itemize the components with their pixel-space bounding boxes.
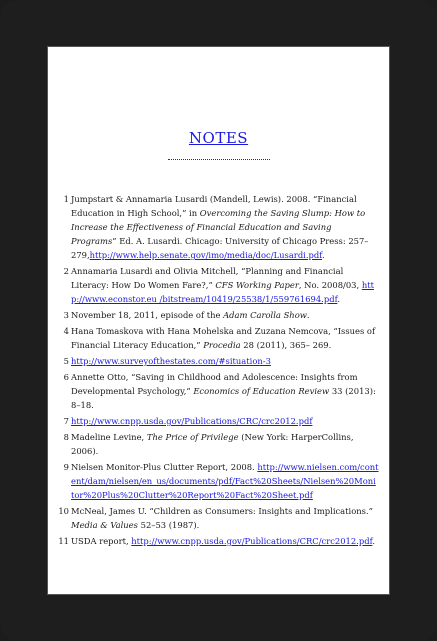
note-item (56, 414, 379, 428)
note-text: November 18, 2011, episode of the (71, 310, 224, 320)
note-text: Madeline Levine, (71, 432, 147, 442)
note-link[interactable]: http://www.cnpp.usda.gov/Publications/CRC/crc2012.pdf (71, 416, 313, 426)
note-text: ” Ed. A. Lusardi. Chicago: University of Chicago Press: 257–279, (71, 236, 369, 260)
note-item (56, 460, 379, 502)
note-link[interactable]: http://www.nielsen.com/content/dam/nielsen/en_us/documents/pdf/Fact%20Sheets/Nielsen%20Monitor%20Plus%20Clutter%20Report%20Fact%20Sheet.pdf (71, 462, 379, 500)
note-italic-title: Overcoming the Saving Slump: How to Increase the Effectiveness of Financial Education and Saving Programs (71, 208, 366, 246)
note-number: 2 (63, 266, 69, 276)
note-item (56, 534, 379, 548)
book-page[interactable] (47, 46, 390, 595)
note-number: 11 (58, 536, 69, 546)
note-number: 8 (63, 432, 69, 442)
note-item (56, 504, 379, 532)
note-number: 6 (63, 372, 69, 382)
note-number: 10 (58, 506, 69, 516)
note-text: . (306, 310, 310, 320)
note-text: McNeal, James U. “Children as Consumers: Insights and Implications.” (71, 506, 373, 516)
note-link[interactable]: http://www.cnpp.usda.gov/Publications/CRC/crc2012.pdf (131, 536, 373, 546)
note-item (56, 192, 379, 262)
note-italic-title: Media & Values (71, 520, 138, 530)
note-text: Nielsen Monitor-Plus Clutter Report, 2008. (71, 462, 258, 472)
note-text: Annamaria Lusardi and Olivia Mitchell, “Planning and Financial Literacy: How Do Women Fare?,” (71, 266, 344, 290)
note-number: 4 (63, 326, 69, 336)
note-text: 28 (2011), 365– 269. (240, 340, 332, 350)
note-text: 52–53 (1987). (137, 520, 200, 530)
note-text: , No. 2008/03, (298, 280, 362, 290)
note-link[interactable]: http://www.econstor.eu /bitstream/10419/25538/1/559761694.pdf (71, 280, 374, 304)
note-number: 5 (63, 356, 69, 366)
notes-list (56, 192, 379, 550)
note-item (56, 264, 379, 306)
note-item (56, 324, 379, 352)
note-text: Jumpstart & Annamaria Lusardi (Mandell, Lewis). 2008. “Financial Education in High School,” in (71, 194, 357, 218)
title-divider (168, 159, 270, 160)
note-number: 7 (63, 416, 69, 426)
note-number: 9 (63, 462, 69, 472)
note-italic-title: The Price of Privilege (146, 432, 239, 442)
note-text: (New York: HarperCollins, 2006). (71, 432, 354, 456)
note-italic-title: Economics of Education Review (193, 386, 330, 396)
note-italic-title: Adam Carolla Show (223, 310, 307, 320)
note-text: Hana Tomaskova with Hana Mohelska and Zuzana Nemcova, “Issues of Financial Literacy Education,” (71, 326, 376, 350)
page-title[interactable]: NOTES (188, 129, 249, 147)
note-italic-title: CFS Working Paper (215, 280, 299, 290)
note-text: 33 (2013): 8–18. (71, 386, 376, 410)
note-item (56, 430, 379, 458)
note-text: . (372, 536, 376, 546)
note-number: 1 (63, 194, 69, 204)
note-text: USDA report, (71, 536, 132, 546)
note-link[interactable]: http://www.help.senate.gov/imo/media/doc/Lusardi.pdf (89, 250, 323, 260)
note-number: 3 (63, 310, 69, 320)
note-item (56, 370, 379, 412)
note-text: Annette Otto, “Saving in Childhood and Adolescence: Insights from Developmental Psychology,” (71, 372, 358, 396)
note-link[interactable]: http://www.surveyofthestates.com/#situation-3 (71, 356, 271, 366)
note-item (56, 308, 379, 322)
note-text: . (322, 250, 325, 260)
note-italic-title: Procedia (203, 340, 241, 350)
note-text: . (337, 294, 341, 304)
note-item (56, 354, 379, 368)
